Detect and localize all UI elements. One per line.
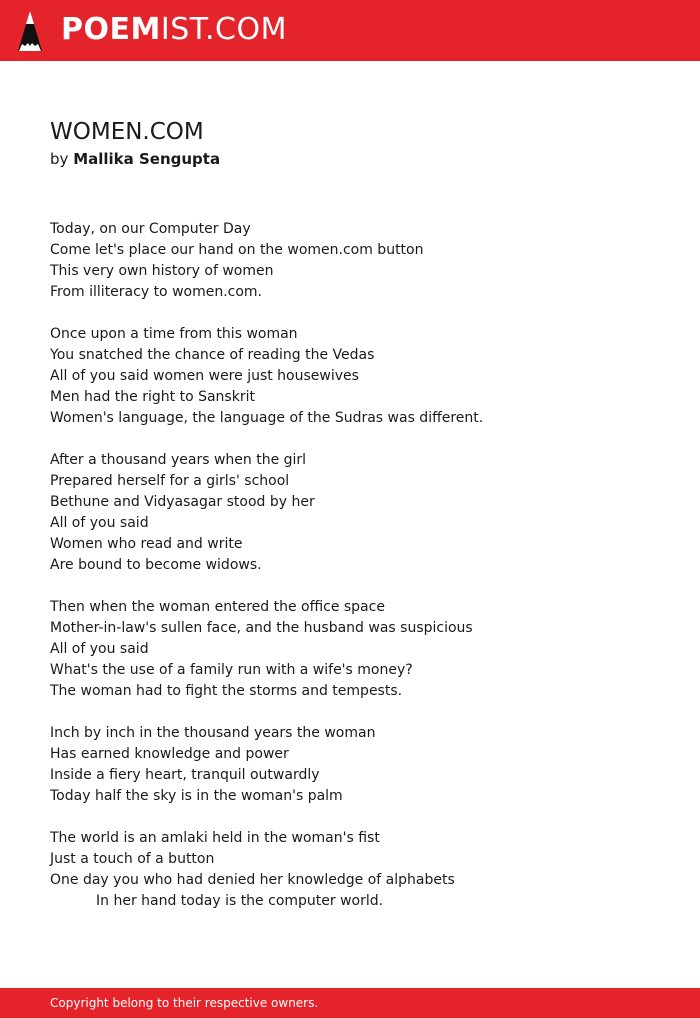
poem-line: The woman had to fight the storms and tempests.	[50, 683, 403, 699]
poem-line: What's the use of a family run with a wife's money?	[50, 662, 413, 678]
poem-line: Then when the woman entered the office space	[50, 599, 385, 615]
poem-line: Today, on our Computer Day	[50, 221, 251, 237]
poem-line: Has earned knowledge and power	[50, 746, 289, 762]
poem-author: Mallika Sengupta	[73, 150, 221, 168]
poem-line: In her hand today is the computer world.	[96, 893, 384, 909]
poem-line: Bethune and Vidyasagar stood by her	[50, 494, 315, 510]
stanza	[50, 597, 670, 702]
poem-line: Are bound to become widows.	[50, 557, 262, 573]
poem-line: Just a touch of a button	[50, 851, 215, 867]
logo-light-text: IST.COM	[160, 12, 287, 47]
copyright-notice: Copyright belong to their respective owners.	[50, 996, 319, 1010]
poem-line: Today half the sky is in the woman's palm	[50, 788, 343, 804]
poem-line: The world is an amlaki held in the woman's fist	[50, 830, 380, 846]
poem-line: Inch by inch in the thousand years the woman	[50, 725, 376, 741]
site-logo[interactable]	[61, 12, 287, 48]
logo-bold-text: POEM	[61, 12, 161, 47]
poem-line: Mother-in-law's sullen face, and the husband was suspicious	[50, 620, 473, 636]
site-footer	[0, 988, 700, 1018]
poem-line: All of you said	[50, 515, 149, 531]
poem-title: WOMEN.COM	[50, 119, 204, 145]
poem-line: Women who read and write	[50, 536, 243, 552]
stanza	[50, 450, 670, 576]
poem-line: You snatched the chance of reading the Vedas	[50, 347, 375, 363]
by-label: by	[50, 150, 69, 168]
poem-line: Prepared herself for a girls' school	[50, 473, 290, 489]
stanza	[50, 324, 670, 429]
pencil-logo-icon	[17, 10, 43, 52]
poem-line: All of you said	[50, 641, 149, 657]
poem-line: Come let's place our hand on the women.com button	[50, 242, 424, 258]
poem-line: One day you who had denied her knowledge of alphabets	[50, 872, 455, 888]
poem-line: After a thousand years when the girl	[50, 452, 307, 468]
poem-byline	[50, 149, 220, 169]
poem-line: Inside a fiery heart, tranquil outwardly	[50, 767, 320, 783]
poem-line: Men had the right to Sanskrit	[50, 389, 255, 405]
poem-line: Once upon a time from this woman	[50, 326, 298, 342]
stanza	[50, 828, 670, 912]
poem-body	[50, 219, 670, 933]
site-header	[0, 0, 700, 61]
stanza	[50, 219, 670, 303]
poem-line: All of you said women were just housewives	[50, 368, 359, 384]
stanza	[50, 723, 670, 807]
poem-line: This very own history of women	[50, 263, 274, 279]
poem-line: Women's language, the language of the Sudras was different.	[50, 410, 484, 426]
poem-line: From illiteracy to women.com.	[50, 284, 263, 300]
